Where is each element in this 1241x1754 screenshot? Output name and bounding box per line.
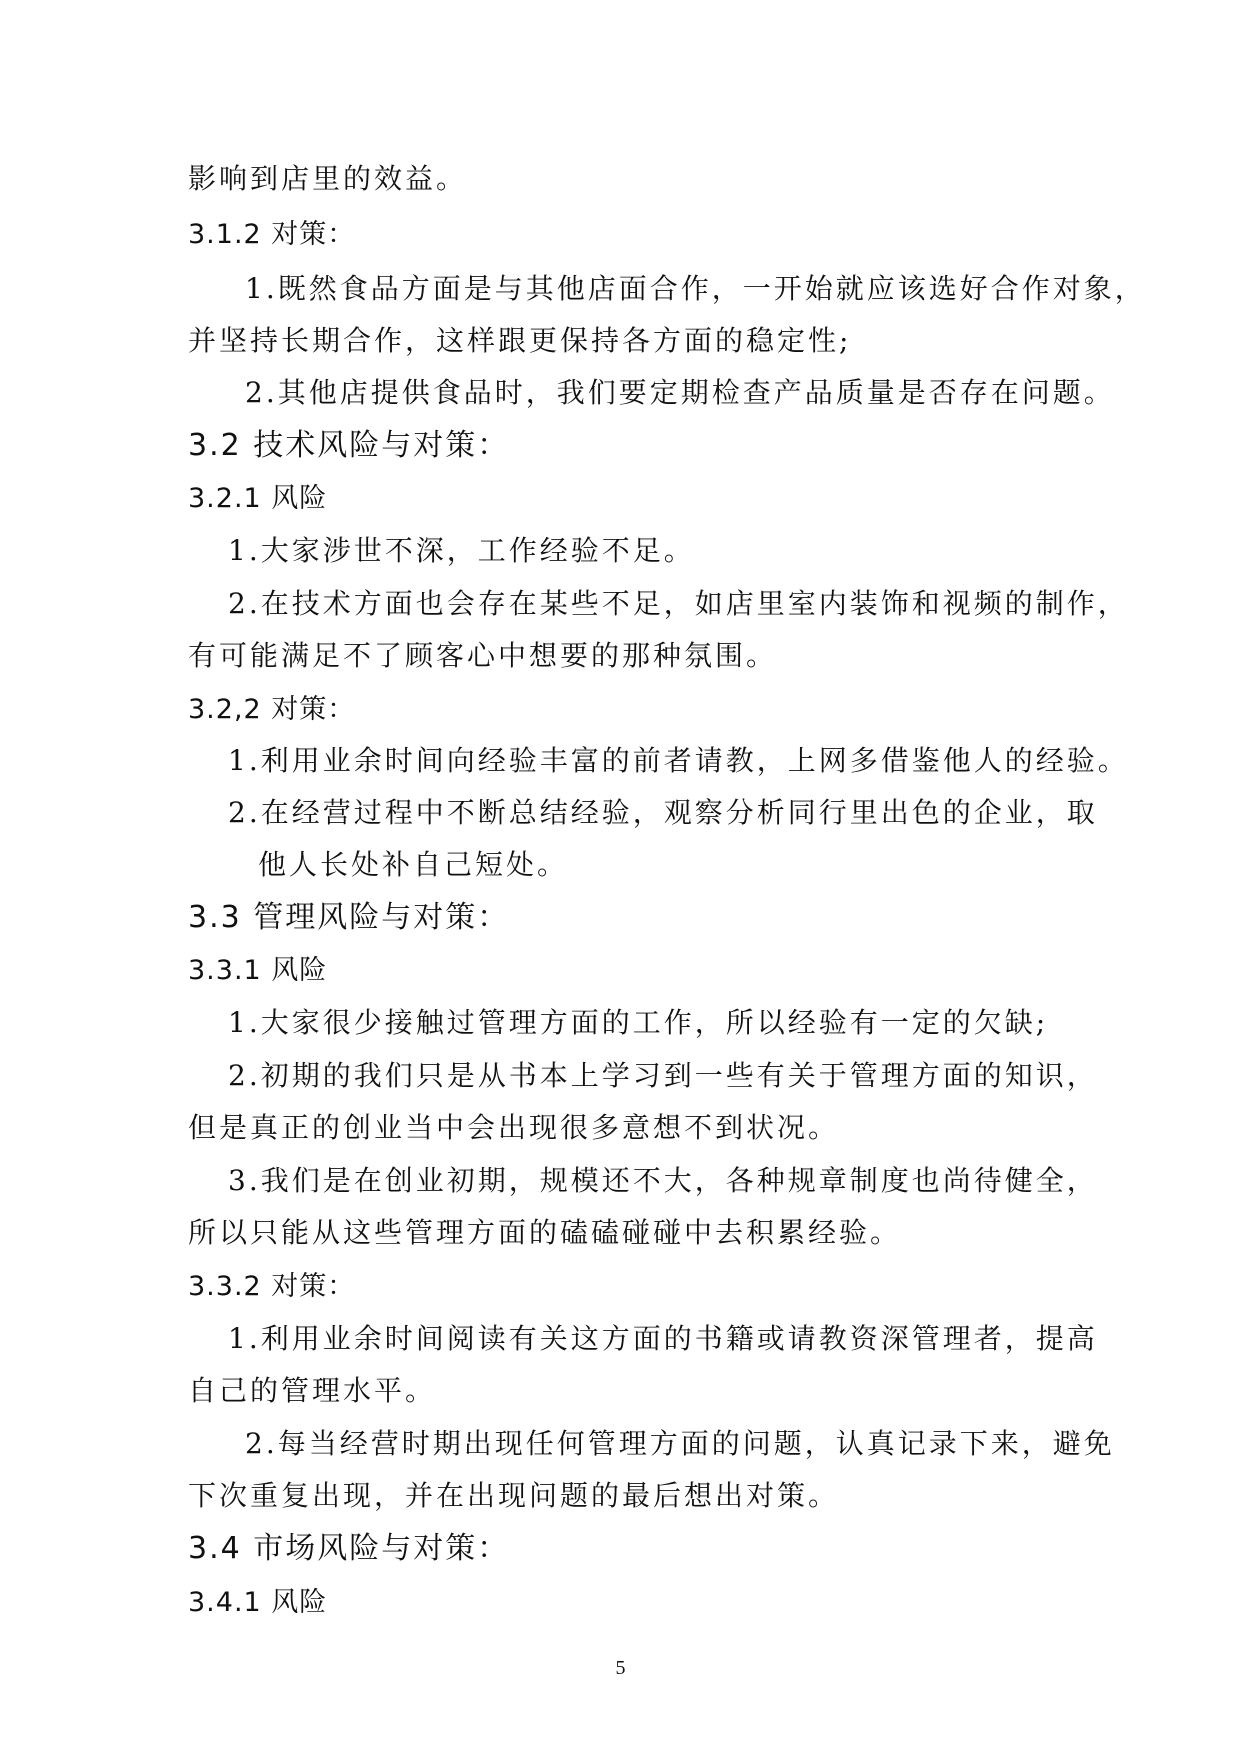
subheading-3-1-2: 3.1.2 对策： [188,219,356,250]
text-line: 2.在技术方面也会存在某些不足，如店里室内装饰和视频的制作， [228,587,1129,620]
text-line: 所以只能从这些管理方面的磕磕碰碰中去积累经验。 [188,1216,902,1249]
text-line: 下次重复出现，并在出现问题的最后想出对策。 [188,1479,840,1512]
subheading-3-2-1: 3.2.1 风险 [188,483,328,514]
heading-3-3: 3.3 管理风险与对策： [188,900,510,935]
text-line: 1.大家很少接触过管理方面的工作，所以经验有一定的欠缺; [228,1006,1049,1039]
text-line: 有可能满足不了顾客心中想要的那种氛围。 [188,639,778,672]
text-line: 1.既然食品方面是与其他店面合作，一开始就应该选好合作对象， [245,272,1146,305]
text-line: 并坚持长期合作，这样跟更保持各方面的稳定性; [188,324,852,357]
text-line: 2.其他店提供食品时，我们要定期检查产品质量是否存在问题。 [245,376,1115,409]
text-line: 2.每当经营时期出现任何管理方面的问题，认真记录下来，避免 [245,1427,1115,1460]
heading-3-2: 3.2 技术风险与对策： [188,428,510,463]
text-line: 他人长处补自己短处。 [258,848,569,881]
text-line: 1.利用业余时间向经验丰富的前者请教，上网多借鉴他人的经验。 [228,744,1129,777]
heading-3-4: 3.4 市场风险与对策： [188,1531,510,1566]
text-line: 3.我们是在创业初期，规模还不大，各种规章制度也尚待健全， [228,1164,1098,1197]
text-line: 2.初期的我们只是从书本上学习到一些有关于管理方面的知识， [228,1059,1098,1092]
page-number: 5 [615,1657,626,1679]
text-line-continuation: 影响到店里的效益。 [188,162,468,195]
subheading-3-3-1: 3.3.1 风险 [188,955,328,986]
text-line: 2.在经营过程中不断总结经验，观察分析同行里出色的企业，取 [228,796,1098,829]
subheading-3-2-2: 3.2,2 对策： [188,694,356,725]
text-line: 1.利用业余时间阅读有关这方面的书籍或请教资深管理者，提高 [228,1322,1098,1355]
subheading-3-3-2: 3.3.2 对策： [188,1271,356,1302]
text-line: 但是真正的创业当中会出现很多意想不到状况。 [188,1111,840,1144]
text-line: 1.大家涉世不深，工作经验不足。 [228,534,695,567]
text-line: 自己的管理水平。 [188,1374,437,1407]
subheading-3-4-1: 3.4.1 风险 [188,1587,328,1618]
